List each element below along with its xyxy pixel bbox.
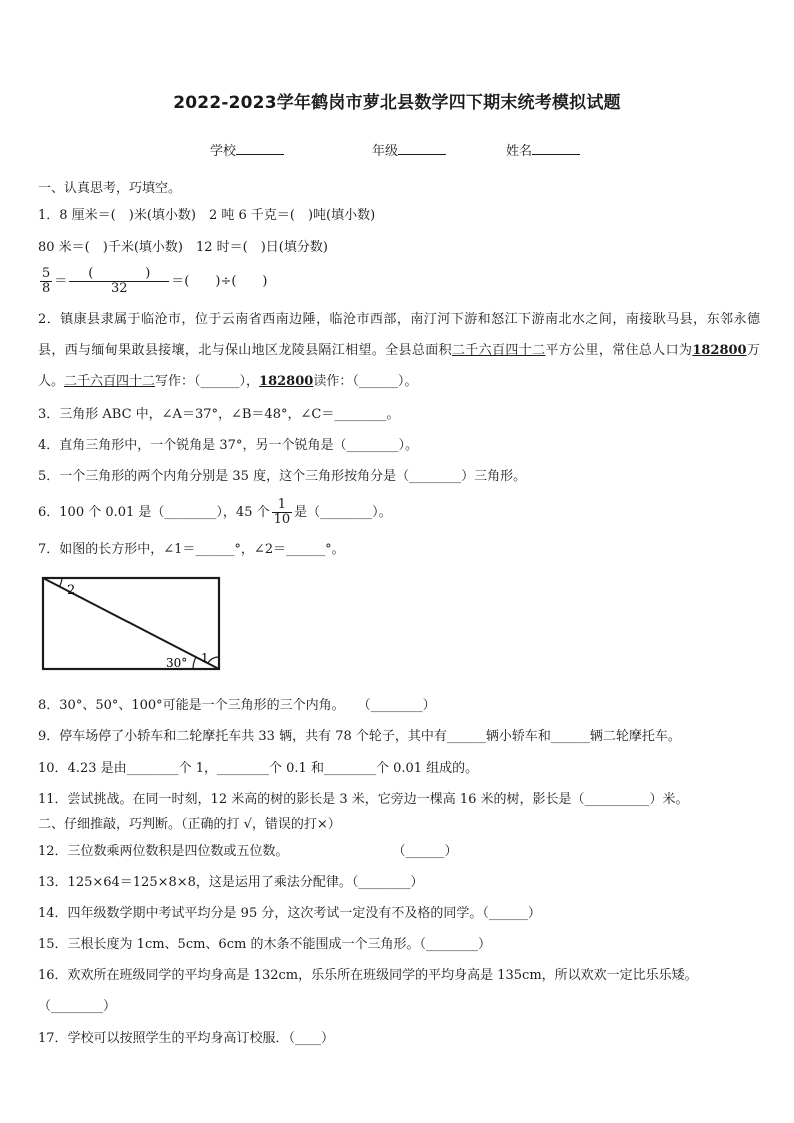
question-1b: 80 米＝( )千米(填小数) 12 时＝( )日(填分数) [38, 240, 328, 255]
q2-text-2: 平方公里，常住总人口为 [545, 343, 693, 358]
grade-field[interactable] [372, 140, 446, 159]
question-2 [38, 304, 760, 397]
school-field[interactable] [210, 140, 284, 159]
question-8: 8．30°、50°、100°可能是一个三角形的三个内角。 （________） [38, 698, 436, 713]
equals-sign: ＝ [54, 274, 68, 289]
given-angle-arc [193, 657, 196, 669]
question-3: 3．三角形 ABC 中，∠A＝37°，∠B＝48°，∠C＝________。 [38, 407, 400, 422]
school-label: 学校 [210, 144, 237, 159]
fraction-numerator: 5 [42, 266, 51, 281]
angle-2-label: 2 [67, 583, 76, 598]
q2-read-blank: 读作：（______）。 [313, 374, 418, 389]
question-15: 15．三根长度为 1cm、5cm、6cm 的木条不能围成一个三角形。（________） [38, 937, 491, 952]
q2-population-number-2: 182800 [259, 374, 314, 389]
question-9: 9．停车场停了小轿车和二轮摩托车共 33 辆，共有 78 个轮子，其中有______辆小轿车和______辆二轮摩托车。 [38, 729, 681, 744]
question-13: 13．125×64＝125×8×8，这是运用了乘法分配律。（________） [38, 875, 424, 890]
grade-blank[interactable] [398, 142, 446, 155]
fraction-numerator: 1 [272, 498, 293, 513]
q2-population-number: 182800 [692, 343, 747, 358]
rectangle-figure [38, 570, 228, 674]
question-1a: 1．8 厘米＝( )米(填小数) 2 吨 6 千克＝( )吨(填小数) [38, 208, 376, 223]
fraction-denominator: 10 [273, 512, 291, 527]
question-6-part-b: 是（________）。 [294, 505, 392, 520]
q2-area-number-2: 二千六百四十二 [64, 374, 156, 389]
fraction-1-10 [272, 498, 293, 527]
question-14: 14．四年级数学期中考试平均分是 95 分，这次考试一定没有不及格的同学。（______） [38, 906, 541, 921]
question-16: 16．欢欢所在班级同学的平均身高是 132cm，乐乐所在班级同学的平均身高是 135cm，所以欢欢一定比乐乐矮。 [38, 968, 698, 983]
fraction-denominator: 8 [42, 281, 51, 296]
angle-2-arc [59, 578, 62, 587]
question-17: 17．学校可以按照学生的平均身高订校服．（____） [38, 1031, 335, 1046]
fraction-blank-32 [69, 267, 169, 296]
q2-text-3: 万人。 [38, 343, 760, 389]
q2-write-blank: 写作：（______）， [155, 374, 260, 389]
question-16-answer: （________） [38, 999, 117, 1014]
page-title: 2022-2023学年鹤岗市萝北县数学四下期末统考模拟试题 [173, 93, 621, 113]
question-1c-tail: ＝( )÷( ) [171, 274, 268, 289]
angle-1-label: 1 [201, 651, 209, 665]
name-label: 姓名 [506, 144, 533, 159]
question-5: 5．一个三角形的两个内角分别是 35 度，这个三角形按角分是（________）三角形。 [38, 469, 527, 484]
question-6-part-a: 6．100 个 0.01 是（________），45 个 [38, 505, 270, 520]
name-blank[interactable] [532, 142, 580, 155]
school-blank[interactable] [236, 142, 284, 155]
question-6 [38, 498, 392, 527]
grade-label: 年级 [372, 144, 399, 159]
question-1c [38, 267, 267, 296]
question-7: 7．如图的长方形中，∠1＝______°，∠2＝______°。 [38, 542, 345, 557]
fraction-numerator-blank[interactable]: ( ) [69, 267, 169, 282]
name-field[interactable] [506, 140, 580, 159]
given-angle-label: 30° [166, 656, 188, 670]
fraction-denominator: 32 [111, 281, 128, 296]
question-11: 11．尝试挑战。在同一时刻，12 米高的树的影长是 3 米，它旁边一棵高 16 米的树，影长是（__________）米。 [38, 792, 689, 807]
question-10: 10．4.23 是由________个 1，________个 0.1 和________个 0.01 组成的。 [38, 761, 479, 776]
angle-1-arc [208, 657, 219, 663]
section-2-heading: 二、仔细推敲，巧判断。（正确的打 √，错误的打×） [38, 817, 341, 832]
q2-area-number: 二千六百四十二 [451, 343, 546, 358]
q2-text-1: 2．镇康县隶属于临沧市，位于云南省西南边陲，临沧市西部，南汀河下游和怒江下游南北水之间，南接耿马县，东邻永德县，西与缅甸果敢县接壤，北与保山地区龙陵县隔江相望。全县总面积 [38, 312, 760, 358]
question-12: 12．三位数乘两位数积是四位数或五位数。 （______） [38, 844, 458, 859]
section-1-heading: 一、认真思考，巧填空。 [38, 181, 182, 196]
fraction-5-8 [40, 267, 52, 296]
question-4: 4．直角三角形中，一个锐角是 37°，另一个锐角是（________）。 [38, 438, 418, 453]
